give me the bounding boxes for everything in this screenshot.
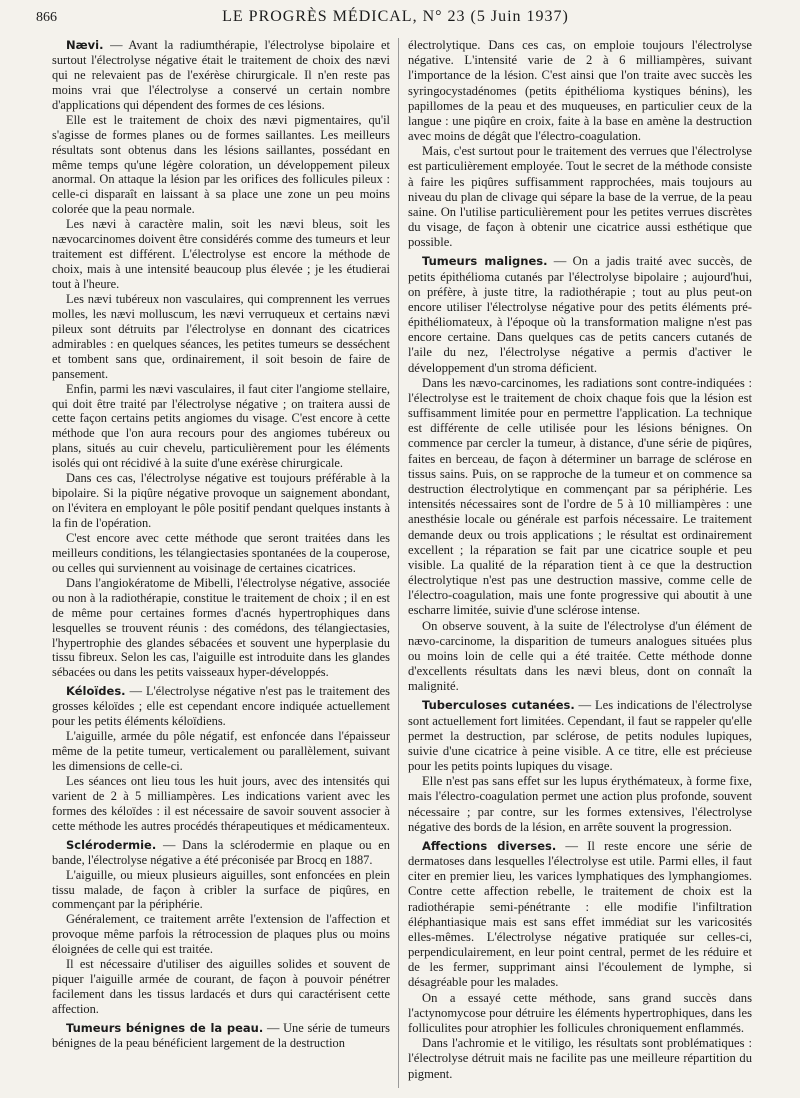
- tumeurs-malignes-paragraph-2: Dans les nævo-carcinomes, les radiations sont contre-indiquées : l'électrolyse est le traitement de choix chaque fois que la lésion est suffisamment limitée pour en permettre l'application. La technique est différente de celle utilisée pour les lésions bénignes. On commence par cercler la tumeur, à distance, d'une série de piqûres, faites en berceau, de façon à déterminer un barrage de sclérose en tissus sains. Puis, on se rapproche de la tumeur et on commence sa destruction électrolytique en commençant par sa périphérie. Les intensités nécessaires sont de l'ordre de 5 à 10 milliampères : une anesthésie locale ou générale est parfois nécessaire. Le traitement demande deux ou trois applications ; le résultat est ordinairement excellent ; la réparation se fait par une cicatrice souple et peu visible. La qualité de la réparation tient à ce que la destruction électrolytique n'est pas une destruction massive, comme celle de l'électro-coagulation, mais une fonte progressive qui aboutit à une escharre limitée, suivie d'une sclérose intense.: [408, 375, 752, 618]
- tumeurs-malignes-paragraph-1: Tumeurs malignes. — On a jadis traité avec succès, de petits épithélioma cutanés par l'électrolyse bipolaire ; aujourd'hui, on préfère, à juste titre, la radiothérapie ; tout au plus peut-on encore utiliser l'électrolyse négative pour des petits éléments pré-épithéliomateux, à l'époque où la transformation maligne n'est pas encore certaine. Dans quelques cas de petits cancers cutanés de l'aile du nez, l'électrolyse négative a permis d'activer le développement d'un stroma déficient.: [408, 254, 752, 375]
- page-header: [36, 8, 764, 34]
- naevi-paragraph-6: Dans ces cas, l'électrolyse négative est toujours préférable à la bipolaire. Si la piqûre négative provoque un saignement abondant, on l'évitera en employant le pôle positif pendant quelques instants à la fin de l'opération.: [52, 471, 390, 530]
- sclerodermie-paragraph-4: Il est nécessaire d'utiliser des aiguilles solides et souvent de piquer l'aiguille armée de courant, de façon à pouvoir pénétrer facilement dans les tissus lardacés et durs qui caractérisent cette affection.: [52, 957, 390, 1016]
- naevi-paragraph-7: C'est encore avec cette méthode que seront traitées dans les meilleurs conditions, les télangiectasies spontanées de la couperose, ou celles qui surviennent au voisinage de certaines cicatrices.: [52, 530, 390, 575]
- right-column: [408, 38, 752, 1082]
- tuberculoses-paragraph-1: Tuberculoses cutanées. — Les indications de l'électrolyse sont actuellement fort limitées. Cependant, il faut se rappeler qu'elle permet la destruction, par sclérose, de petits nodules lupiques, suivie d'une cicatrice à peine visible. A ce titre, elle est précieuse pour les petits points lupiques du visage.: [408, 698, 752, 774]
- keloides-paragraph-1: Kéloïdes. — L'électrolyse négative n'est pas le traitement des grosses kéloïdes ; elle est cependant encore indiquée actuellement pour les petits éléments kéloïdiens.: [52, 684, 390, 729]
- tuberculoses-paragraph-2: Elle n'est pas sans effet sur les lupus érythémateux, à forme fixe, mais l'électro-coagulation permet une action plus profonde, souvent nécessaire ; par contre, sur les formes extensives, l'électrolyse négative des bords de la lésion, en arrête souvent la progression.: [408, 774, 752, 834]
- section-heading-affections: Affections diverses.: [422, 838, 557, 853]
- column-divider: [398, 38, 399, 1088]
- sclerodermie-paragraph-3: Généralement, ce traitement arrête l'extension de l'affection et provoque même parfois la rétrocession de plaques plus ou moins éloignées de celle qui est traitée.: [52, 912, 390, 957]
- continuation-paragraph-2: Mais, c'est surtout pour le traitement des verrues que l'électrolyse est particulièrement employée. Tout le secret de la méthode consiste à faire les piqûres suffisamment rapprochées, mais toujours au niveau du plan de clivage qui sépare la base de la verrue, de la peau saine. On l'utilise particulièrement pour les petites verrues discrètes du visage, de façon à obtenir une cicatrice aussi esthétique que possible.: [408, 144, 752, 250]
- affections-paragraph-3: Dans l'achromie et le vitiligo, les résultats sont problématiques : l'électrolyse détruit mais ne facilite pas une meilleure répartition du pigment.: [408, 1036, 752, 1081]
- sclerodermie-paragraph-2: L'aiguille, ou mieux plusieurs aiguilles, sont enfoncées en plein tissu malade, de façon à cribler la surface de piqûres, en commençant par la périphérie.: [52, 867, 390, 912]
- continuation-paragraph-1: électrolytique. Dans ces cas, on emploie toujours l'électrolyse négative. L'intensité varie de 2 à 6 milliampères, suivant l'importance de la lésion. C'est ainsi que l'on traite avec succès les syringocystadénomes (petits épithélioma kystiques bénins), les papillomes de la peau et des muqueuses, en particulier ceux de la langue : une piqûre en croix, faite à la base en amène la destruction avec moins de dégât que l'électro-coagulation.: [408, 38, 752, 144]
- section-heading-naevi: Nævi.: [66, 38, 104, 52]
- page-number: 866: [36, 10, 57, 25]
- section-heading-tumeurs-benignes: Tumeurs bénignes de la peau.: [66, 1020, 264, 1035]
- section-heading-sclerodermie: Sclérodermie.: [66, 837, 157, 852]
- keloides-paragraph-2: L'aiguille, armée du pôle négatif, est enfoncée dans l'épaisseur même de la petite tumeur, verticalement ou parallèlement, suivant les dimensions de celle-ci.: [52, 729, 390, 773]
- naevi-paragraph-5: Enfin, parmi les nævi vasculaires, il faut citer l'angiome stellaire, qui doit être traité par l'électrolyse négative ; on traitera aussi de cette façon certains petits angiomes du visage. C'est encore à cette méthode que l'on aura recours pour des angiomes tubéreux ou plans, situés au cuir chevelu, particulièrement pour les éléments isolés qui ont récidivé à la suite d'une exérèse chirurgicale.: [52, 381, 390, 471]
- naevi-paragraph-1: Nævi. — Avant la radiumthérapie, l'électrolyse bipolaire et surtout l'électrolyse négative était le traitement de choix des nævi qui ne relevaient pas de l'exérèse chirurgicale. Il n'en reste pas moins vrai que l'électrolyse a conservé un certain nombre d'applications qui dépendent des formes de ces lésions.: [52, 38, 390, 112]
- tumeurs-malignes-paragraph-3: On observe souvent, à la suite de l'électrolyse d'un élément de nævo-carcinome, la disparition de tumeurs analogues situées plus ou moins loin de celle qui a été traitée. Cette méthode donne d'excellents résultats dans les nævi bleus, dont on connaît la malignité.: [408, 618, 752, 694]
- sclerodermie-paragraph-1: Sclérodermie. — Dans la sclérodermie en plaque ou en bande, l'électrolyse négative a été préconisée par Brocq en 1887.: [52, 837, 390, 867]
- naevi-paragraph-2: Elle est le traitement de choix des nævi pigmentaires, qu'il s'agisse de formes planes ou de formes saillantes. Les meilleurs résultats sont obtenus dans les lésions saillantes, possédant en même temps qu'une légère coloration, un développement pileux anormal. On attaque la lésion par les orifices des follicules pileux : celle-ci disparaît en laissant à sa place une zone un peu moins colorée que la peau normale.: [52, 112, 390, 217]
- naevi-paragraph-3: Les nævi à caractère malin, soit les nævi bleus, soit les nævocarcinomes doivent être considérés comme des tumeurs et leur traitement est différent. L'électrolyse est encore la méthode de choix, mais à une intensité beaucoup plus élevée ; je les étudierai tout à l'heure.: [52, 217, 390, 291]
- section-heading-tuberculoses: Tuberculoses cutanées.: [422, 698, 575, 713]
- affections-paragraph-2: On a essayé cette méthode, sans grand succès dans l'actynomycose pour détruire les éléments hypertrophiques, dans les folliculites pour atrophier les follicules chroniquement enflammés.: [408, 990, 752, 1035]
- tumeurs-benignes-paragraph-1: Tumeurs bénignes de la peau. — Une série de tumeurs bénignes de la peau bénéficient largement de la destruction: [52, 1020, 391, 1050]
- affections-paragraph-1: Affections diverses. — Il reste encore une série de dermatoses dans lesquelles l'électrolyse est utile. Parmi elles, il faut citer en premier lieu, les varices lymphatiques des lymphangiomes. Contre cette affection rebelle, le traitement de choix est la radiothérapie semi-pénétrante : elle modifie l'infiltration éléphantiasique mais est sans effet immédiat sur les varicosités elles-mêmes. L'électrolyse négative pratiquée sur celles-ci, perpendiculairement, en leur point central, permet de les réduire et de les fermer, supprimant ainsi l'écoulement de lymphe, si désagréable pour les malades.: [408, 838, 752, 990]
- section-heading-keloides: Kéloïdes.: [66, 684, 126, 699]
- naevi-paragraph-4: Les nævi tubéreux non vasculaires, qui comprennent les verrues molles, les nævi molluscum, les nævi verruqueux et certains nævi pileux sont détruits par l'électrolyse en donnant des cicatrices admirables : en quelques séances, les petites tumeurs se desséchent et tombent sans que, ordinairement, il soit besoin de faire de pansement.: [52, 291, 390, 381]
- section-heading-tumeurs-malignes: Tumeurs malignes.: [422, 254, 548, 269]
- naevi-paragraph-8: Dans l'angiokératome de Mibelli, l'électrolyse négative, associée ou non à la radiothérapie, constitue le traitement de choix ; il en est de même pour certaines formes d'acnés hypertrophiques dans lesquelles se trouvent réunis : des comédons, des télangiectasies, l'hypertrophie des glandes sébacées et souvent une hyperplasie du tissu fibreux. Selon les cas, l'aiguille est introduite dans les glandes sébacées ou dans les petits vaisseaux hyper-développés.: [52, 575, 390, 680]
- journal-title: LE PROGRÈS MÉDICAL, N° 23 (5 Juin 1937): [222, 8, 569, 25]
- keloides-paragraph-3: Les séances ont lieu tous les huit jours, avec des intensités qui varient de 2 à 5 milliampères. Les indications varient avec les formes des kéloïdes : il est nécessaire de savoir souvent associer à cette méthode les autres procédés thérapeutiques et médicamenteux.: [52, 773, 390, 833]
- left-column: [52, 38, 390, 1051]
